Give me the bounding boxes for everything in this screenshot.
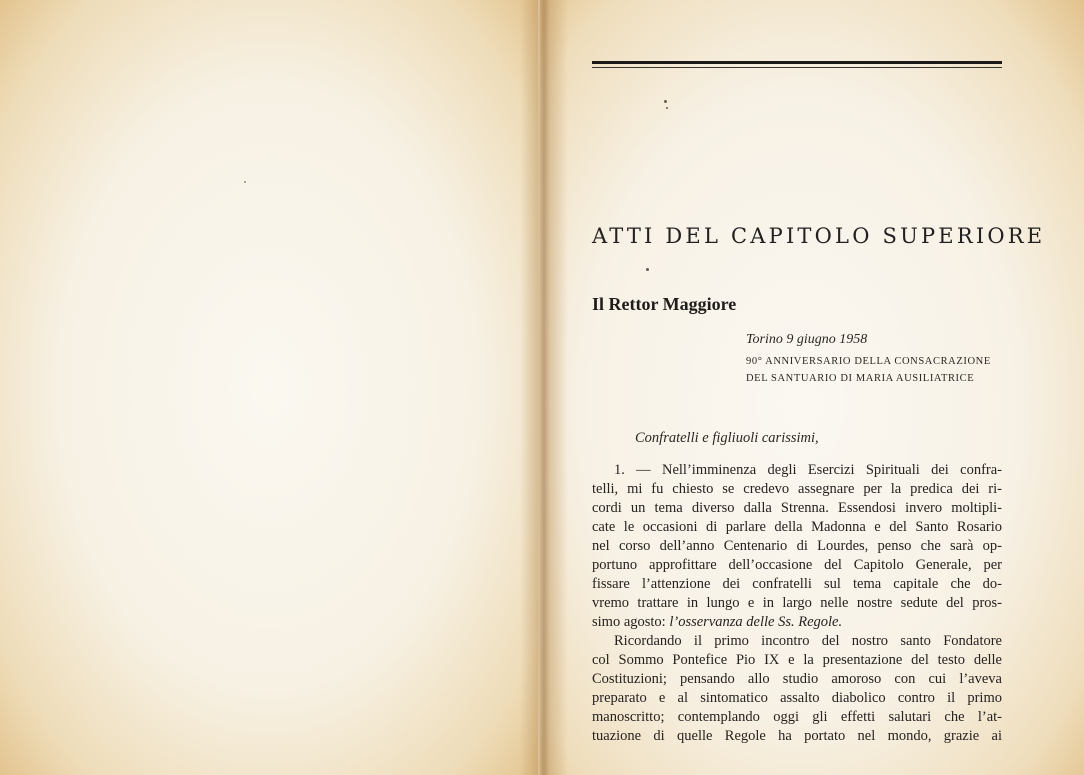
paragraph-2-line: Ricordando il primo incontro del nostro santo Fondatore xyxy=(614,633,1002,649)
salutation: Confratelli e figliuoli carissimi, xyxy=(635,430,819,446)
paragraph-1-line: vremo trattare in lungo e in largo nelle nostre sedute del pros- xyxy=(592,595,1002,611)
paragraph-2-line: tuazione di quelle Regole ha portato nel mondo, grazie ai xyxy=(592,728,1002,744)
top-rule-thin xyxy=(592,67,1002,68)
paper-speck xyxy=(646,268,649,271)
paragraph-1-last-text: simo agosto: xyxy=(592,614,670,630)
paragraph-1-line: nel corso dell’anno Centenario di Lourdes, penso che sarà op- xyxy=(592,538,1002,554)
paragraph-1-line: portuno approfittare dell’occasione del Capitolo Generale, per xyxy=(592,557,1002,573)
paragraph-2-line: preparato e al sintomatico assalto diabolico contro il primo xyxy=(592,690,1002,706)
dateline: Torino 9 giugno 1958 xyxy=(746,332,868,347)
paragraph-2-line: Costituzioni; pensando allo studio amoroso con cui l’aveva xyxy=(592,671,1002,687)
paper-speck xyxy=(666,107,668,109)
page-heading: ATTI DEL CAPITOLO SUPERIORE xyxy=(592,224,1046,248)
paper-speck xyxy=(664,100,667,103)
paragraph-1-line: fissare l’attenzione dei confratelli sul tema capitale che do- xyxy=(592,576,1002,592)
paragraph-1-last-line xyxy=(592,613,1002,632)
paragraph-1-line: 1. — Nell’imminenza degli Esercizi Spirituali dei confra- xyxy=(614,462,1002,478)
paragraph-2-line: manoscritto; contemplando oggi gli effetti salutari che l’at- xyxy=(592,709,1002,725)
paper-speck xyxy=(244,181,246,183)
subtitle-line-2: DEL SANTUARIO DI MARIA AUSILIATRICE xyxy=(746,373,975,384)
paragraph-1-line: cordi un tema diverso dalla Strenna. Essendosi invero moltipli- xyxy=(592,500,1002,516)
left-page-blank xyxy=(0,0,538,775)
book-gutter xyxy=(520,0,568,775)
section-title: Il Rettor Maggiore xyxy=(592,294,737,314)
paragraph-1-line: telli, mi fu chiesto se credevo assegnare per la predica dei ri- xyxy=(592,481,1002,497)
subtitle-line-1: 90° ANNIVERSARIO DELLA CONSACRAZIONE xyxy=(746,356,991,367)
top-rule-thick xyxy=(592,61,1002,64)
paragraph-2-line: col Sommo Pontefice Pio IX e la presentazione del testo delle xyxy=(592,652,1002,668)
paragraph-1-italic-phrase: l’osservanza delle Ss. Regole. xyxy=(669,614,843,630)
paragraph-1-line: cate le occasioni di parlare della Madonna e del Santo Rosario xyxy=(592,519,1002,535)
